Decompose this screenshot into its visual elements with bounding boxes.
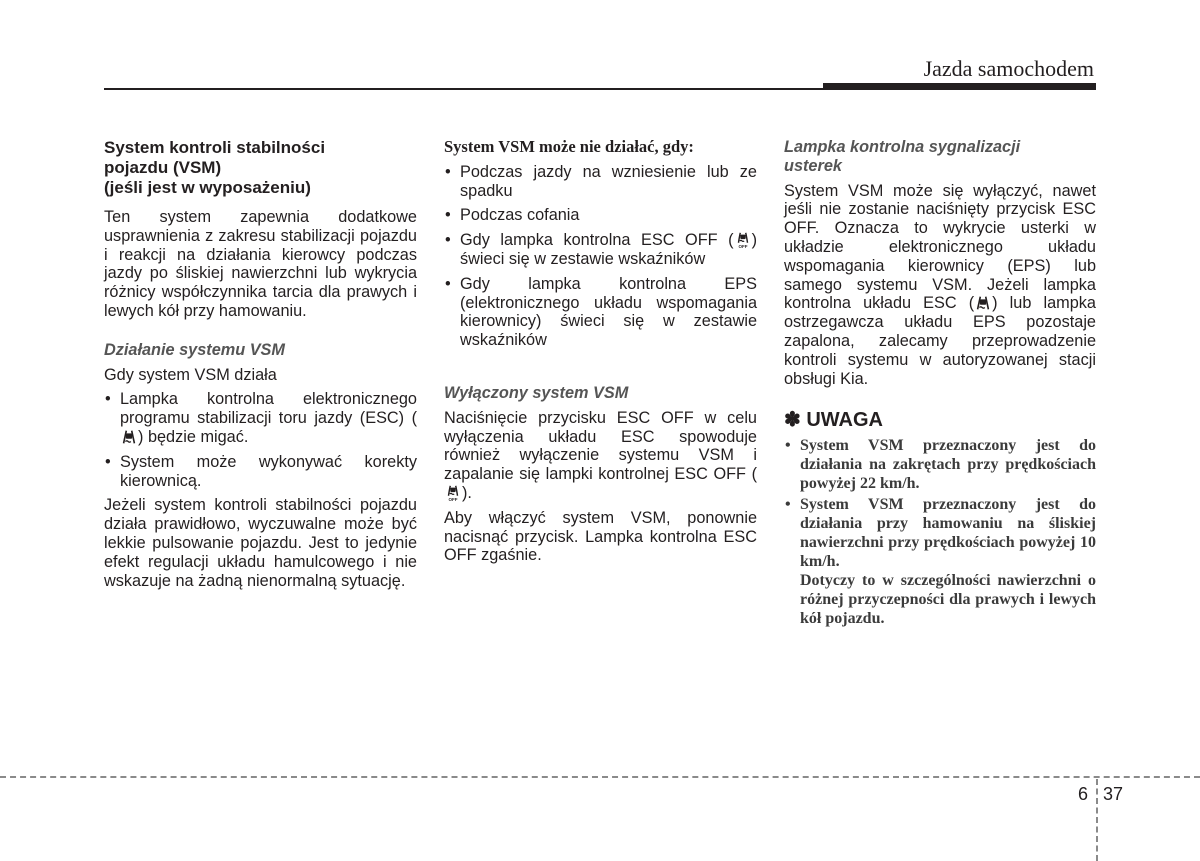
subsection-title-line: usterek bbox=[784, 156, 842, 175]
note-star-icon: ✽ bbox=[784, 409, 801, 432]
intro-paragraph: Ten system zapewnia dodatkowe usprawnienia z zakresu stabilizacji pojazdu i reakcji na działania kierowcy podczas jazdy po śliskiej nawierzchni lub wykrycia różnicy współczynnika tarcia dla prawych i lewych kół przy hamowaniu. bbox=[104, 208, 417, 320]
section-title bbox=[104, 138, 417, 198]
footer-dashed-rule bbox=[0, 776, 1200, 778]
paragraph bbox=[784, 182, 1096, 389]
note-title: UWAGA bbox=[806, 409, 883, 432]
subsection-title: Wyłączony system VSM bbox=[444, 383, 629, 402]
subsection-title: Działanie systemu VSM bbox=[104, 340, 285, 359]
bullet-list bbox=[104, 390, 417, 490]
paragraph bbox=[444, 409, 757, 503]
esc-warning-icon bbox=[120, 428, 138, 446]
bullet-list bbox=[444, 163, 757, 350]
note-item-continuation: Dotyczy to w szczególności nawierzchni o różnej przyczepności dla prawych i lewych kół pojazdu. bbox=[800, 572, 1096, 628]
list-item: • System może wykonywać korekty kierownicą. bbox=[104, 453, 417, 491]
list-item: • Gdy lampka kontrolna EPS (elektronicznego układu wspomagania kierownicy) świeci się w zestawie wskaźników bbox=[444, 275, 757, 350]
note-item-text: System VSM przeznaczony jest do działania przy hamowaniu na śliskiej nawierzchni przy prędkościach powyżej 10 km/h. bbox=[800, 496, 1096, 571]
list-item bbox=[444, 231, 757, 269]
section-title-line: (jeśli jest w wyposażeniu) bbox=[104, 178, 311, 197]
list-item-text: ) świeci się w zestawie wskaźników bbox=[460, 231, 757, 268]
section-title-line: System kontroli stabilności bbox=[104, 138, 326, 157]
header-rule bbox=[104, 88, 1096, 90]
note-heading bbox=[784, 408, 1096, 432]
list-item-text: Gdy lampka kontrolna ESC OFF ( bbox=[460, 231, 734, 250]
outro-paragraph: Jeżeli system kontroli stabilności pojazdu działa prawidłowo, wyczuwalne może być lekkie pulsowanie pojazdu. Jest to jedynie efekt regulacji układu hamulcowego i nie wskazuje na żadną nienormalną sytuację. bbox=[104, 496, 417, 590]
list-item: • Podczas cofania bbox=[444, 206, 757, 225]
paragraph-text: ) lub lampka ostrzegawcza układu EPS pozostaje zapalona, zalecamy przeprowadzenie kontroli systemu w autoryzowanej stacji obsługi Kia. bbox=[784, 294, 1096, 388]
chapter-number: 6 bbox=[1078, 784, 1089, 804]
paragraph-text: System VSM może się wyłączyć, nawet jeśli nie zostanie naciśnięty przycisk ESC OFF. Oznacza to wykrycie usterki w układzie elektronicznego układu wspomagania kierownicy (EPS) lub samego systemu VSM. Jeżeli lampka kontrolna układu ESC ( bbox=[784, 181, 1096, 313]
paragraph-text: Naciśnięcie przycisku ESC OFF w celu wyłączenia układu ESC spowoduje również wyłączenie systemu VSM i zapalanie się lampki kontrolnej ESC OFF ( bbox=[444, 408, 757, 484]
note-item bbox=[784, 495, 1096, 628]
list-item-text: Lampka kontrolna elektronicznego programu stabilizacji toru jazdy (ESC) ( bbox=[120, 390, 417, 428]
section-title-line: pojazdu (VSM) bbox=[104, 158, 222, 177]
column-right bbox=[784, 138, 1096, 628]
page-number: 37 bbox=[1103, 784, 1124, 804]
subsection-title bbox=[784, 138, 1096, 176]
footer-dashed-divider bbox=[1096, 779, 1098, 861]
esc-off-icon bbox=[734, 231, 752, 249]
paragraph-text: ). bbox=[462, 483, 472, 502]
list-item: • Podczas jazdy na wzniesienie lub ze spadku bbox=[444, 163, 757, 201]
column-left bbox=[104, 138, 417, 590]
section-title: System VSM może nie działać, gdy: bbox=[444, 137, 694, 156]
list-item bbox=[104, 390, 417, 446]
esc-off-icon bbox=[444, 484, 462, 502]
lead-text: Gdy system VSM działa bbox=[104, 365, 277, 384]
column-middle bbox=[444, 138, 757, 565]
esc-warning-icon bbox=[974, 294, 992, 312]
list-item-text: ) będzie migać. bbox=[138, 427, 249, 446]
header-title: Jazda samochodem bbox=[923, 56, 1094, 81]
note-item: • System VSM przeznaczony jest do działania na zakrętach przy prędkościach powyżej 22 km/h. bbox=[784, 436, 1096, 493]
paragraph: Aby włączyć system VSM, ponownie nacisnąć przycisk. Lampka kontrolna ESC OFF zgaśnie. bbox=[444, 508, 757, 565]
svg-text:OFF: OFF bbox=[738, 244, 748, 250]
subsection-title-line: Lampka kontrolna sygnalizacji bbox=[784, 138, 1021, 156]
svg-text:OFF: OFF bbox=[448, 497, 458, 502]
note-list bbox=[784, 436, 1096, 628]
